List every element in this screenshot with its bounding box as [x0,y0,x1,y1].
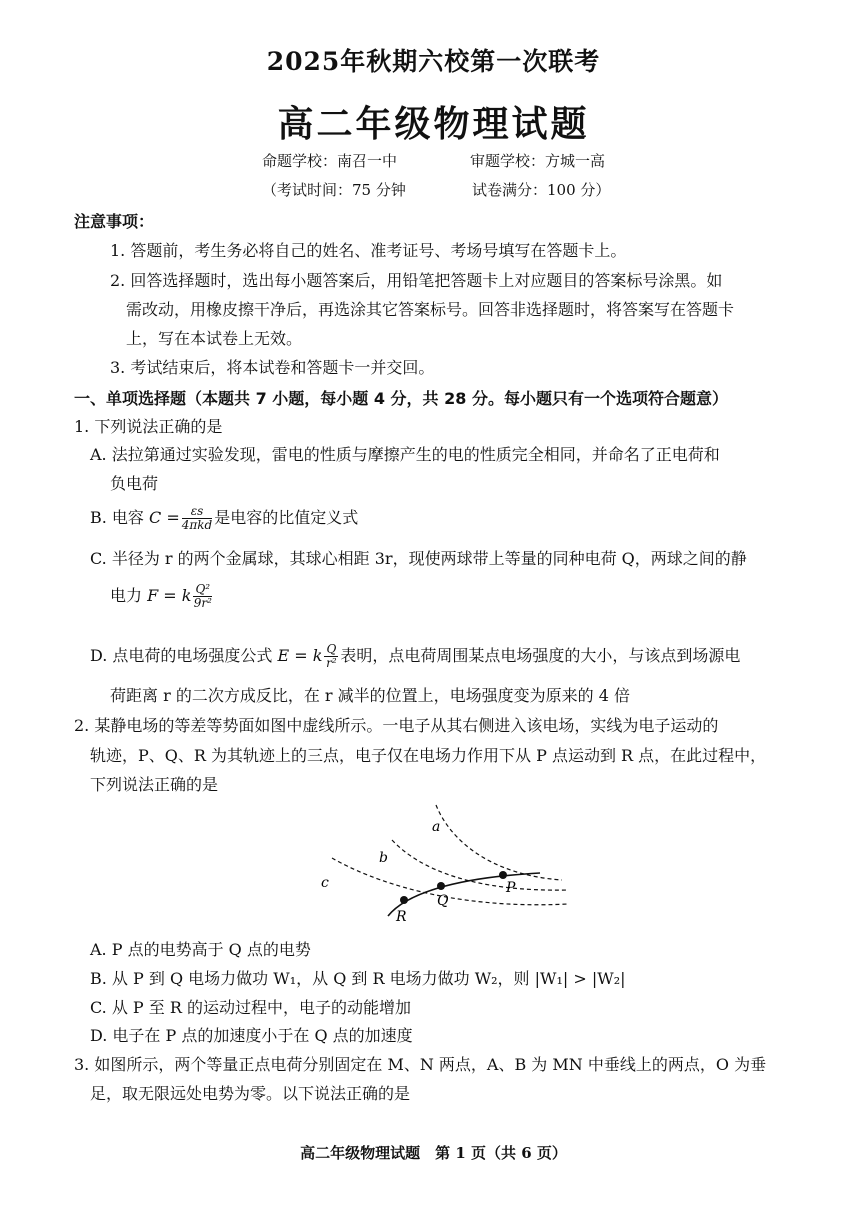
q1-option-c-cont [110,583,214,610]
q2-stem: 2. 某静电场的等差等势面如图中虚线所示。一电子从其右侧进入该电场，实线为电子运动的 [74,716,719,735]
notice-item: 需改动，用橡皮擦干净后，再选涂其它答案标号。回答非选择题时，将答案写在答题卡 [126,300,735,319]
q1-option-c: C. 半径为 r 的两个金属球，其球心相距 3r，现使两球带上等量的同种电荷 Q，两球之间的静 [90,549,747,568]
q1-option-b [90,505,358,532]
fraction-numerator: εs [182,505,212,519]
full-score: 试卷满分：100 分） [472,181,611,199]
fraction [193,583,212,610]
option-text: B. 电容 [90,508,150,527]
label-q: Q [437,893,449,909]
notice-title: 注意事项： [74,212,155,231]
option-text: 表明，点电荷周围某点电场强度的大小，与该点到场源电 [340,646,741,665]
q3-stem-cont: 足，取无限远处电势为零。以下说法正确的是 [90,1084,411,1103]
equipotential-diagram [300,800,580,930]
q1-option-a: A. 法拉第通过实验发现，雷电的性质与摩擦产生的电的性质完全相同，并命名了正电荷和 [90,445,720,464]
label-b: b [379,850,388,866]
point-q [437,882,445,890]
point-r [400,896,408,904]
notice-item: 上，写在本试卷上无效。 [126,329,303,348]
equipotential-line-c [332,858,568,905]
fraction [324,643,338,670]
notice-item: 1. 答题前，考生务必将自己的姓名、准考证号、考场号填写在答题卡上。 [110,241,627,260]
fraction-denominator: r² [326,656,337,670]
option-text: 电力 [110,586,148,605]
q2-option-c: C. 从 P 至 R 的运动过程中，电子的动能增加 [90,998,412,1017]
fraction-numerator: Q [326,642,337,656]
reviewer-school: 审题学校：方城一高 [470,152,606,170]
setter-school: 命题学校：南召一中 [262,152,398,170]
q2-stem-cont: 下列说法正确的是 [90,775,219,794]
formula-lhs: C = [149,508,180,527]
q1-option-a-cont: 负电荷 [110,474,159,493]
label-c: c [321,875,329,891]
fraction-denominator: 9r² [193,596,212,610]
q2-option-b: B. 从 P 到 Q 电场力做功 W₁，从 Q 到 R 电场力做功 W₂，则 |W₁| > |W₂| [90,969,626,988]
q3-stem: 3. 如图所示，两个等量正点电荷分别固定在 M、N 两点，A、B 为 MN 中垂线上的两点，O 为垂 [74,1055,767,1074]
page-footer: 高二年级物理试题 第 1 页（共 6 页） [300,1144,567,1162]
formula-lhs: F = k [147,586,192,605]
equipotential-line-a [436,805,562,880]
notice-item: 3. 考试结束后，将本试卷和答题卡一并交回。 [110,358,435,377]
exam-title: 2025年秋期六校第一次联考 [266,47,601,76]
label-r: R [396,909,407,925]
label-a: a [432,819,441,835]
option-text: 是电容的比值定义式 [214,508,359,527]
option-text: D. 点电荷的电场强度公式 [90,646,278,665]
fraction [182,505,212,532]
fraction-numerator: Q² [195,582,211,596]
q1-option-d-cont: 荷距离 r 的二次方成反比，在 r 减半的位置上，电场强度变为原来的 4 倍 [110,686,630,705]
label-p: P [506,880,516,896]
q1-option-d [90,643,740,670]
subject-title: 高二年级物理试题 [277,103,590,145]
exam-time: （考试时间：75 分钟 [262,181,406,199]
electron-trajectory [388,873,540,916]
q2-option-a: A. P 点的电势高于 Q 点的电势 [90,940,311,959]
q2-option-d: D. 电子在 P 点的加速度小于在 Q 点的加速度 [90,1026,413,1045]
q2-stem-cont: 轨迹，P、Q、R 为其轨迹上的三点，电子仅在电场力作用下从 P 点运动到 R 点，在此过程中， [90,746,767,765]
q1-stem: 1. 下列说法正确的是 [74,417,223,436]
section-title: 一、单项选择题（本题共 7 小题，每小题 4 分，共 28 分。每小题只有一个选项符合题意） [74,389,728,408]
fraction-denominator: 4πkd [181,518,213,532]
notice-item: 2. 回答选择题时，选出每小题答案后，用铅笔把答题卡上对应题目的答案标号涂黑。如 [110,271,723,290]
formula-lhs: E = k [277,646,323,665]
point-p [499,871,507,879]
equipotential-line-b [392,840,568,890]
